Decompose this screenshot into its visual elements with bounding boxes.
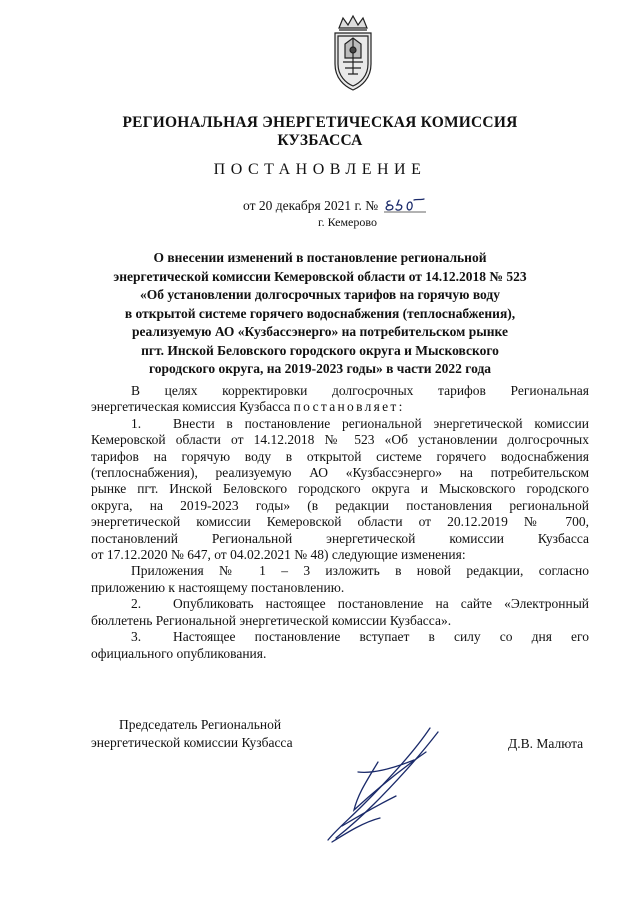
body-line: постановлений Региональной энергетической комиссии Кузбасса: [91, 530, 589, 546]
handwritten-signature: [318, 722, 458, 847]
item-text: Внести в постановление региональной энергетической комиссии: [173, 415, 589, 431]
document-title: [70, 249, 570, 379]
document-date-line: [243, 197, 426, 214]
title-line: пгт. Инской Беловского городского округа и Мысковского: [141, 342, 499, 358]
signatory-name: Д.В. Малюта: [508, 736, 584, 751]
item-1-paragraph: [91, 416, 589, 564]
body-line: округа, на 2019-2023 годы» (в редакции постановления региональной: [91, 497, 589, 513]
organization-name-line1: РЕГИОНАЛЬНАЯ ЭНЕРГЕТИЧЕСКАЯ КОМИССИЯ: [122, 114, 518, 131]
item-3-paragraph: [91, 629, 589, 662]
body-line: В целях корректировки долгосрочных тарифов Региональная: [131, 383, 589, 398]
document-date: от 20 декабря 2021 г. №: [243, 198, 379, 213]
title-line: реализуемую АО «Кузбассэнерго» на потребительском рынке: [132, 324, 508, 339]
body-line: [91, 399, 589, 415]
intro-paragraph: [91, 383, 589, 416]
body-line: приложению к настоящему постановлению.: [91, 579, 345, 595]
coat-of-arms-emblem: [325, 14, 381, 94]
resolves-word: постановляет: [293, 399, 399, 415]
document-body: [91, 383, 589, 662]
body-line: от 17.12.2020 № 647, от 04.02.2021 № 48) следующие изменения:: [91, 547, 466, 563]
item-text: Опубликовать настоящее постановление на сайте «Электронный: [173, 596, 589, 612]
body-line: [91, 416, 589, 432]
title-line: энергетической комиссии Кемеровской области от 14.12.2018 № 523: [113, 268, 527, 284]
item-1-sub-paragraph: [91, 563, 589, 596]
body-line: рынке пгт. Инской Беловского городского округа и Мысковского городского: [91, 481, 589, 497]
item-number: 2.: [131, 596, 142, 612]
title-line: городского округа, на 2019-2023 годы» в части 2022 года: [148, 361, 492, 376]
organization-name-line2: КУЗБАССА: [277, 132, 363, 149]
body-line: [91, 596, 589, 612]
title-line: в открытой системе горячего водоснабжения (теплоснабжения),: [124, 305, 516, 321]
title-line: О внесении изменений в постановление региональной: [153, 250, 487, 265]
document-type: ПОСТАНОВЛЕНИЕ: [213, 161, 427, 178]
signatory-position-line2: энергетической комиссии Кузбасса: [91, 735, 293, 750]
item-text: Настоящее постановление вступает в силу со дня его: [173, 629, 589, 645]
signatory-position-line1: Председатель Региональной: [119, 717, 282, 732]
intro-colon: :: [398, 399, 403, 415]
document-city: г. Кемерово: [318, 215, 377, 229]
item-2-paragraph: [91, 596, 589, 629]
intro-text: энергетическая комиссия Кузбасса: [91, 399, 294, 415]
body-line: официального опубликования.: [91, 645, 267, 661]
body-line: [91, 629, 589, 645]
handwritten-document-number: [384, 197, 426, 214]
item-number: 3.: [131, 629, 142, 645]
body-line: тарифов на горячую воду в открытой системе горячего водоснабжения: [91, 448, 589, 464]
signatory-position: [91, 716, 293, 752]
body-line: бюллетень Региональной энергетической комиссии Кузбасса».: [91, 612, 452, 628]
body-line: Кемеровской области от 14.12.2018 № 523 «Об установлении долгосрочных: [91, 432, 589, 448]
body-line: энергетической комиссии Кемеровской области от 20.12.2019 № 700,: [91, 514, 589, 530]
body-line: (теплоснабжения), реализуемую АО «Кузбассэнерго» на потребительском: [91, 465, 589, 481]
title-line: «Об установлении долгосрочных тарифов на горячую воду: [139, 287, 500, 302]
item-number: 1.: [131, 415, 142, 431]
body-line: Приложения № 1 – 3 изложить в новой редакции, согласно: [131, 563, 589, 579]
